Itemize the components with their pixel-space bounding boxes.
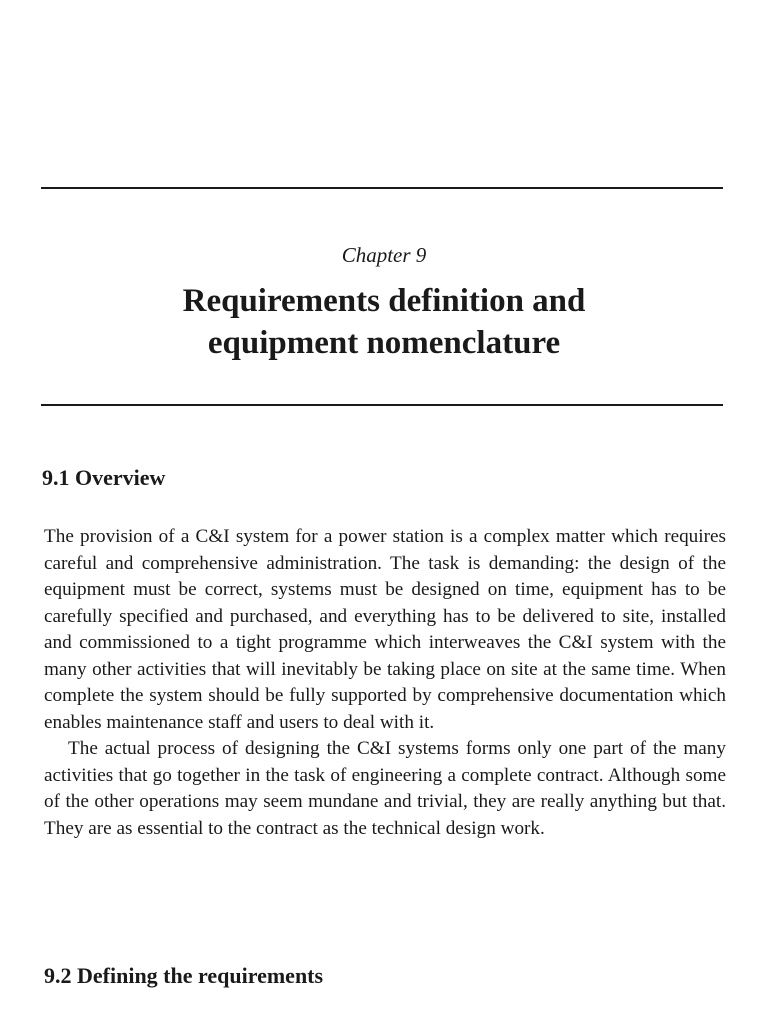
chapter-label: Chapter 9 [341,243,427,267]
top-rule [41,187,723,189]
chapter-title [0,280,768,364]
overview-body [44,524,726,842]
section-heading-defining-requirements: 9.2 Defining the requirements [44,963,324,988]
section-heading-overview: 9.1 Overview [42,465,166,490]
chapter-title-line-1: Requirements definition and [182,283,586,319]
bottom-rule [41,404,723,406]
paragraph: The actual process of designing the C&I systems forms only one part of the many activities that go together in the task of engineering a complete contract. Although some of the other operations may seem mundane and trivial, they are really anything but that. They are as essential to the contract as the technical design work. [44,738,726,839]
paragraph: The provision of a C&I system for a power station is a complex matter which requires careful and comprehensive administration. The task is demanding: the design of the equipment must be correct, systems must be designed on time, equipment has to be carefully specified and purchased, and everything has to be delivered to site, installed and commissioned to a tight programme which interweaves the C&I system with the many other activities that will inevitably be taking place on site at the same time. When complete the system should be fully supported by comprehensive documentation which enables maintenance staff and users to deal with it. [44,526,726,733]
chapter-title-line-2: equipment nomenclature [207,325,561,361]
